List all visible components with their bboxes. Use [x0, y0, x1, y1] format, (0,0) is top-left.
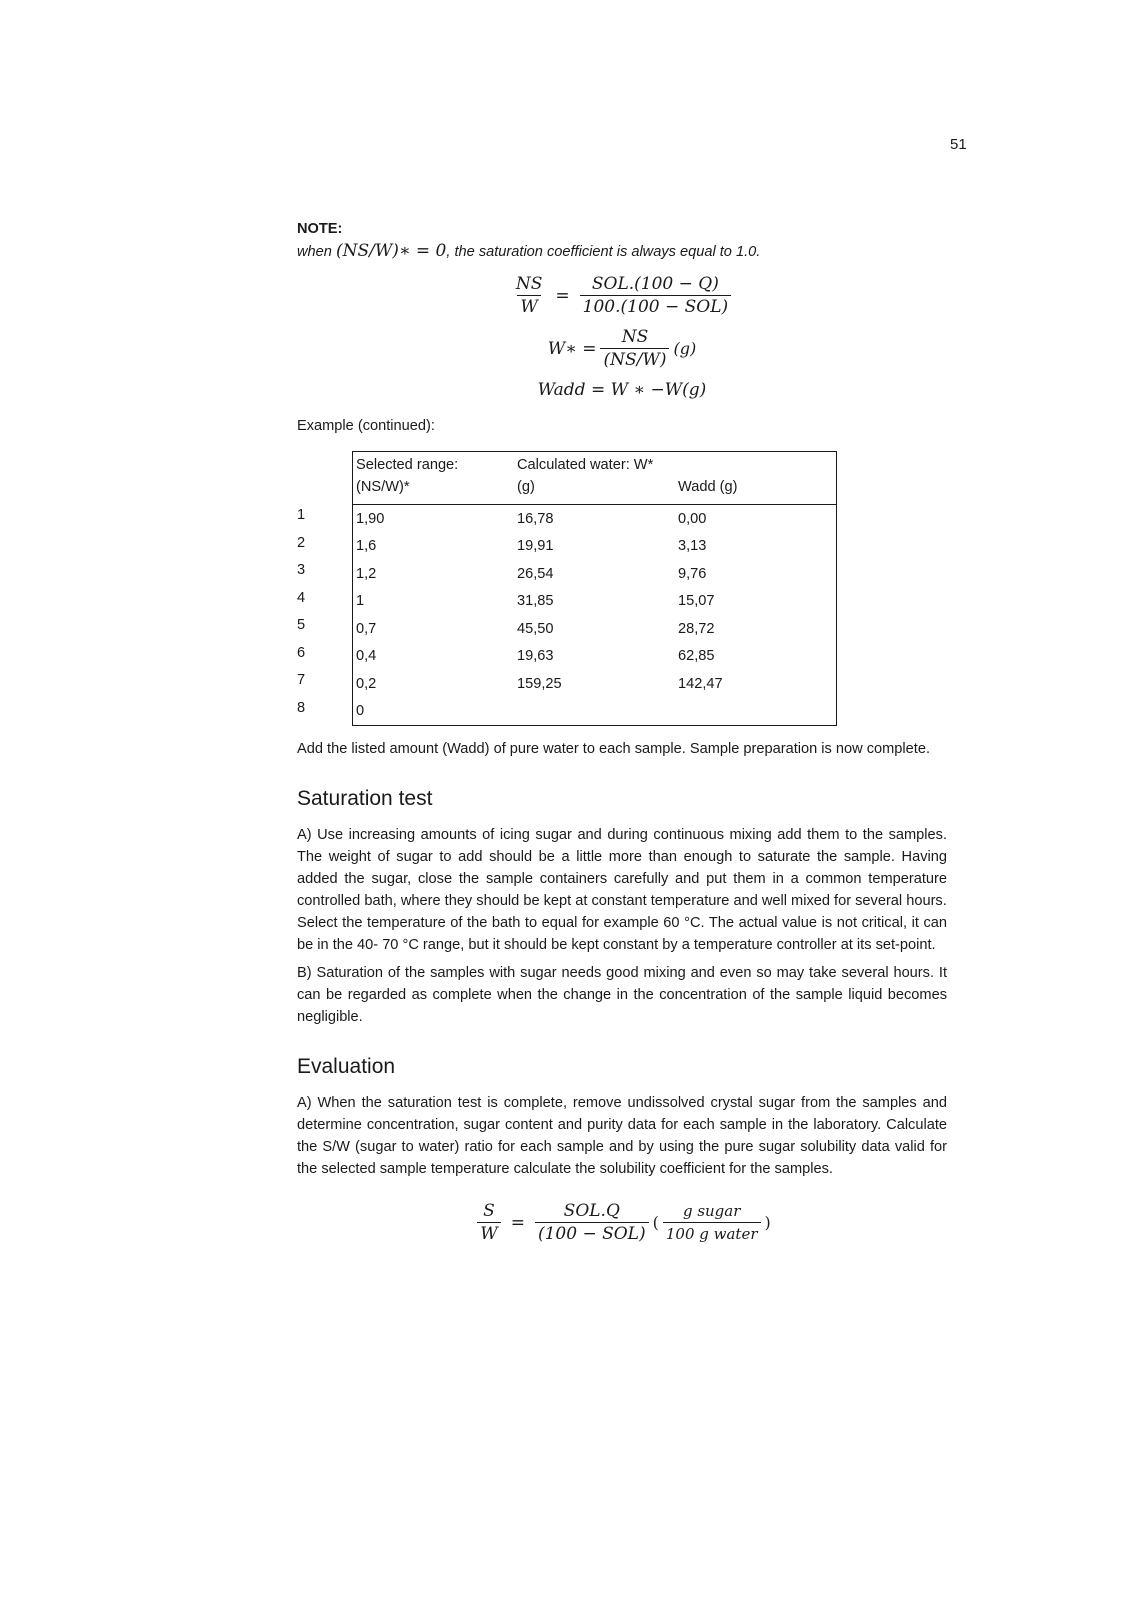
cell-calculated-water: 45,50 [517, 620, 554, 637]
row-number: 6 [297, 644, 306, 661]
cell-wadd: 28,72 [675, 615, 837, 643]
table-row [353, 643, 837, 671]
cell-wadd: 9,76 [675, 560, 837, 588]
saturation-para-a2: Select the temperature of the bath to equal for example 60 °C. The actual value is not critical, it can be in the 40- 70 °C range, but it should be kept constant by a temperature controller at its set-point. [297, 915, 947, 953]
evaluation-para-a: A) When the saturation test is complete, remove undissolved crystal sugar from the samples and determine concentration, sugar content and purity data for each sample in the laboratory. Calculate the S/W (sugar to water) ratio for each sample and by using the pure sugar solubility data valid for the selected sample temperature calculate the solubility coefficient for the samples. [297, 1095, 947, 1177]
header-calculated-water: Calculated water: W* (g) [514, 452, 675, 505]
equation-block [297, 269, 947, 405]
equation-wadd: Wadd = W ∗ −W(g) [537, 380, 707, 400]
row-numbers [297, 502, 305, 722]
table-row [353, 533, 837, 561]
cell-wadd: 62,85 [675, 643, 837, 671]
row-number: 4 [297, 589, 306, 606]
note-math: (NS/W)∗ = 0 [335, 241, 447, 261]
cell-selected-range: 0,7 [353, 615, 515, 643]
equation-w-star: W∗ = $\frac{NS}{(NS/W)}$ (g) [547, 327, 697, 370]
row-number: 5 [297, 617, 306, 633]
example-table-wrap [297, 451, 947, 726]
saturation-para-b: B) Saturation of the samples with sugar needs good mixing and even so may take several hours. It can be regarded as complete when the change in the concentration of the sample liquid becomes negligible. [297, 965, 947, 1025]
page-content [297, 218, 947, 1259]
cell-wadd: 0,00 [675, 505, 837, 533]
note-label: NOTE: [297, 221, 343, 237]
cell-calculated-water: 26,54 [517, 565, 554, 582]
cell-wadd [675, 698, 837, 726]
row-number: 2 [297, 534, 306, 551]
table-row [353, 615, 837, 643]
example-table [352, 451, 837, 726]
cell-wadd: 3,13 [675, 533, 837, 561]
table-row [353, 560, 837, 588]
cell-selected-range: 0,4 [353, 643, 515, 671]
row-number: 7 [297, 672, 306, 688]
row-number: 3 [297, 562, 306, 578]
cell-selected-range: 1 [353, 588, 515, 616]
saturation-heading: Saturation test [297, 787, 433, 810]
cell-selected-range: 0,2 [353, 670, 515, 698]
saturation-para-a: A) Use increasing amounts of icing sugar and during continuous mixing add them to the samples. The weight of sugar to add should be a little more than enough to saturate the sample. Having added the sugar, close the sample containers carefully and put them in a common temperature controlled bath, where they should be kept at constant temperature and well mixed for several hours. [297, 827, 947, 909]
table-row [353, 670, 837, 698]
note-text: when (NS/W)∗ = 0, the saturation coefficient is always equal to 1.0. [297, 241, 761, 261]
table-row [353, 588, 837, 616]
cell-selected-range: 1,6 [353, 533, 515, 561]
cell-calculated-water: 159,25 [517, 675, 562, 692]
cell-calculated-water: 19,63 [517, 648, 554, 665]
example-label: Example (continued): [297, 418, 435, 434]
equation-ns-w: $\frac{NS}{W}$ = $\frac{\text{SOL.(100 − Q)}}{\text{100.(100 − SOL)}}$ [509, 273, 735, 318]
cell-calculated-water: 19,91 [517, 538, 554, 555]
cell-selected-range: 1,2 [353, 560, 515, 588]
row-number: 1 [297, 507, 306, 523]
cell-calculated-water: 31,85 [517, 593, 554, 610]
page-number: 51 [950, 136, 967, 153]
row-number: 8 [297, 699, 306, 716]
after-table-text: Add the listed amount (Wadd) of pure water to each sample. Sample preparation is now complete. [297, 741, 930, 757]
header-selected-range: Selected range: (NS/W)* [353, 452, 515, 505]
cell-calculated-water [514, 698, 675, 726]
evaluation-heading: Evaluation [297, 1055, 396, 1078]
equation-block-sw [297, 1196, 947, 1249]
table-row [353, 698, 837, 726]
cell-selected-range: 1,90 [353, 505, 515, 533]
equation-s-w: $\frac{S}{W}$ = $\frac{\text{SOL.Q}}{\text{(100 − SOL)}}$ ( $\frac{\text{g sugar}}{\text{100 g water}}$ ) [473, 1200, 771, 1245]
cell-selected-range: 0 [353, 698, 515, 726]
table-header-row [353, 452, 837, 505]
cell-calculated-water: 16,78 [517, 510, 554, 527]
header-wadd: Wadd (g) [675, 452, 837, 505]
cell-wadd: 142,47 [675, 670, 837, 698]
table-row [353, 505, 837, 533]
cell-wadd: 15,07 [675, 588, 837, 616]
